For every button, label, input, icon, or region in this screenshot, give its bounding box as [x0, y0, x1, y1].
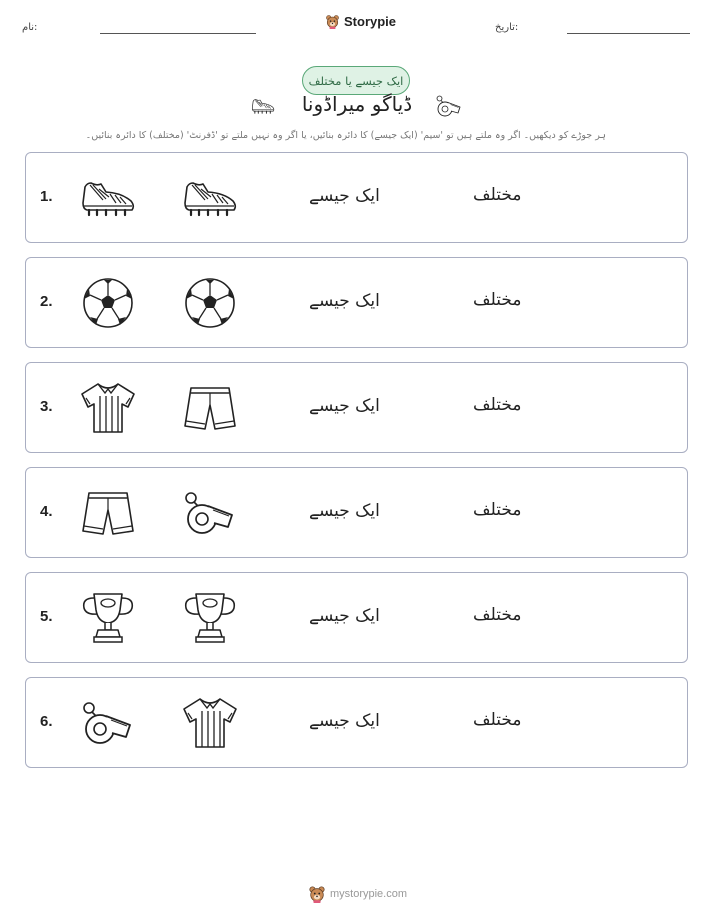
- question-number: 2.: [40, 293, 53, 310]
- page-title: ڈیاگو میراڈونا: [301, 92, 413, 116]
- option-different[interactable]: مختلف: [473, 395, 522, 415]
- brand-logo: [325, 13, 396, 30]
- date-label: تاریخ:: [495, 22, 519, 33]
- date-field-line[interactable]: [567, 33, 690, 34]
- question-number: 1.: [40, 188, 53, 205]
- bear-icon: [308, 884, 326, 904]
- whistle-icon: [180, 485, 240, 541]
- option-different[interactable]: مختلف: [473, 500, 522, 520]
- option-same[interactable]: ایک جیسے: [309, 291, 380, 311]
- question-number: 3.: [40, 398, 53, 415]
- question-number: 6.: [40, 713, 53, 730]
- question-row: [25, 572, 688, 663]
- ball-icon: [180, 275, 240, 331]
- question-row: [25, 257, 688, 348]
- whistle-icon: [78, 695, 138, 751]
- question-row: [25, 467, 688, 558]
- name-label: نام:: [22, 22, 38, 33]
- name-field-line[interactable]: [100, 33, 256, 34]
- option-same[interactable]: ایک جیسے: [309, 396, 380, 416]
- trophy-icon: [180, 590, 240, 646]
- jersey-icon: [180, 695, 240, 751]
- option-different[interactable]: مختلف: [473, 185, 522, 205]
- option-same[interactable]: ایک جیسے: [309, 606, 380, 626]
- bear-icon: [325, 13, 340, 30]
- option-same[interactable]: ایک جیسے: [309, 711, 380, 731]
- question-number: 5.: [40, 608, 53, 625]
- whistle-icon: [432, 92, 466, 120]
- boot-icon: [78, 170, 138, 226]
- option-same[interactable]: ایک جیسے: [309, 501, 380, 521]
- trophy-icon: [78, 590, 138, 646]
- option-different[interactable]: مختلف: [473, 605, 522, 625]
- jersey-icon: [78, 380, 138, 436]
- question-row: [25, 677, 688, 768]
- boot-icon: [180, 170, 240, 226]
- shorts-icon: [180, 380, 240, 436]
- footer-link[interactable]: mystorypie.com: [330, 888, 408, 900]
- instructions: ہر جوڑے کو دیکھیں۔ اگر وہ ملتے ہیں تو 'سیم' (ایک جیسے) کا دائرہ بنائیں، یا اگر وہ نہیں ملتے تو 'ڈفرنٹ' (مختلف) کا دائرہ بنائیں۔: [85, 130, 606, 141]
- footer: [308, 884, 407, 904]
- option-same[interactable]: ایک جیسے: [309, 186, 380, 206]
- shorts-icon: [78, 485, 138, 541]
- option-different[interactable]: مختلف: [473, 710, 522, 730]
- ball-icon: [78, 275, 138, 331]
- question-row: [25, 362, 688, 453]
- question-number: 4.: [40, 503, 53, 520]
- brand-name: Storypie: [344, 14, 397, 29]
- worksheet-type-badge: ایک جیسے یا مختلف: [302, 66, 410, 95]
- option-different[interactable]: مختلف: [473, 290, 522, 310]
- boot-icon: [246, 94, 280, 118]
- question-row: [25, 152, 688, 243]
